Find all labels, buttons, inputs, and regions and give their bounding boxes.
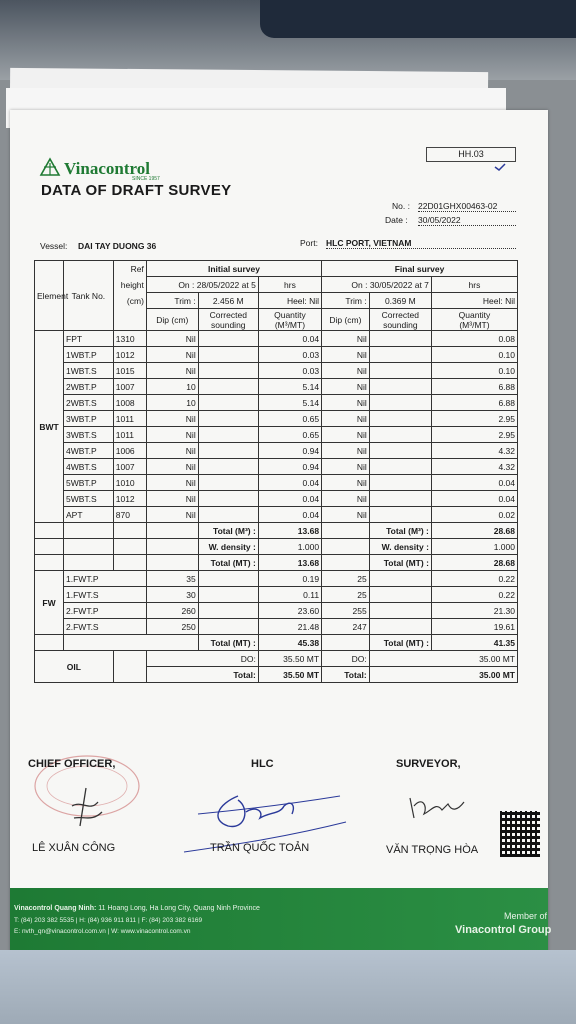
table-row [35, 459, 518, 475]
totals-row [35, 635, 518, 651]
dip-initial: Nil [146, 347, 198, 363]
dip-initial: Nil [146, 507, 198, 523]
hlc-name: TRẦN QUỐC TOẢN [210, 842, 310, 854]
vessel-name: DAI TAY DUONG 36 [78, 241, 157, 251]
quantity-initial: 0.03 [258, 363, 321, 379]
oil-total-initial: 35.50 MT [258, 667, 321, 683]
hlc-title: HLC [251, 758, 274, 770]
draft-survey-table [34, 260, 518, 683]
table-row [35, 443, 518, 459]
quantity-initial: 0.03 [258, 347, 321, 363]
surveyor-signature [402, 792, 472, 828]
oil-total-final: 35.00 MT [369, 667, 517, 683]
corrected-final [369, 587, 431, 603]
quantity-final: 19.61 [431, 619, 517, 635]
totals-row [35, 523, 518, 539]
fw-total-final: 41.35 [431, 635, 517, 651]
quantity-final: 4.32 [431, 443, 517, 459]
oil-total-label: Total: [322, 667, 370, 683]
corrected-final [369, 363, 431, 379]
dip-initial: Nil [146, 443, 198, 459]
corrected-initial [198, 459, 258, 475]
tank-name: 5WBT.S [64, 491, 114, 507]
blank [322, 539, 370, 555]
total-mt-initial: 13.68 [258, 555, 321, 571]
blank [113, 555, 146, 571]
quantity-initial: 0.94 [258, 459, 321, 475]
table-row [35, 395, 518, 411]
dip-final: Nil [322, 443, 370, 459]
dip-final: Nil [322, 363, 370, 379]
dip-final: 255 [322, 603, 370, 619]
header-cm: (cm) [113, 293, 146, 309]
qr-code [500, 811, 540, 857]
ref-height: 1007 [113, 459, 146, 475]
tank-name: 1WBT.S [64, 363, 114, 379]
blank [35, 555, 64, 571]
quantity-initial: 21.48 [258, 619, 321, 635]
check-mark-icon [494, 163, 506, 171]
quantity-final: 0.10 [431, 347, 517, 363]
chief-officer-signature [62, 782, 112, 832]
blank [64, 539, 114, 555]
dip-initial: Nil [146, 427, 198, 443]
ref-height: 1012 [113, 347, 146, 363]
brand-since: SINCE 1957 [132, 176, 160, 182]
footer-address: Vinacontrol Quang Ninh: 11 Hoang Long, Ha Long City, Quang Ninh Province [14, 905, 260, 912]
final-heel: Heel: Nil [431, 293, 517, 309]
table-row [35, 363, 518, 379]
tank-name: 1.FWT.P [64, 571, 147, 587]
document-number-label: No. : [392, 201, 410, 211]
dip-final: 25 [322, 587, 370, 603]
dip-initial: Nil [146, 363, 198, 379]
quantity-final: 6.88 [431, 379, 517, 395]
corrected-final [369, 603, 431, 619]
quantity-initial: 23.60 [258, 603, 321, 619]
quantity-final: 2.95 [431, 411, 517, 427]
quantity-initial: 0.65 [258, 411, 321, 427]
header-height: height [113, 277, 146, 293]
initial-survey-hrs: hrs [258, 277, 321, 293]
dip-final: Nil [322, 395, 370, 411]
blank [322, 523, 370, 539]
fw-total-initial: 45.38 [258, 635, 321, 651]
surveyor-name: VĂN TRỌNG HÒA [386, 844, 479, 856]
dip-initial: Nil [146, 459, 198, 475]
corrected-final [369, 507, 431, 523]
port-name: HLC PORT, VIETNAM [326, 238, 516, 249]
dip-final: Nil [322, 379, 370, 395]
tank-name: 5WBT.P [64, 475, 114, 491]
dip-final: Nil [322, 427, 370, 443]
blank [322, 555, 370, 571]
do-label: DO: [146, 651, 258, 667]
table-row [35, 427, 518, 443]
initial-trim: 2.456 M [198, 293, 258, 309]
ref-height: 1011 [113, 411, 146, 427]
do-initial: 35.50 MT [258, 651, 321, 667]
survey-document [10, 110, 552, 965]
quantity-initial: 0.94 [258, 443, 321, 459]
quantity-final: 0.04 [431, 491, 517, 507]
quantity-initial: 5.14 [258, 379, 321, 395]
table-row [35, 347, 518, 363]
total-m3-label: Total (M³) : [198, 523, 258, 539]
corrected-final [369, 459, 431, 475]
total-m3-initial: 13.68 [258, 523, 321, 539]
vinacontrol-logo-icon [40, 158, 60, 176]
table-row [35, 619, 518, 635]
totals-row [35, 555, 518, 571]
ref-height: 870 [113, 507, 146, 523]
dip-initial: Nil [146, 331, 198, 347]
total-m3-label: Total (M³) : [369, 523, 431, 539]
fw-total-label: Total (MT) : [369, 635, 431, 651]
quantity-final: 2.95 [431, 427, 517, 443]
dip-initial: 250 [146, 619, 198, 635]
tank-name: FPT [64, 331, 114, 347]
quantity-final: 0.04 [431, 475, 517, 491]
quantity-final: 6.88 [431, 395, 517, 411]
corrected-initial [198, 411, 258, 427]
table-row [35, 507, 518, 523]
water-density-initial: 1.000 [258, 539, 321, 555]
date-label: Date : [385, 215, 408, 225]
quantity-initial: 0.04 [258, 475, 321, 491]
totals-row [35, 539, 518, 555]
quantity-final: 21.30 [431, 603, 517, 619]
document-date: 30/05/2022 [418, 215, 516, 226]
do-final: 35.00 MT [369, 651, 517, 667]
blank [146, 555, 198, 571]
brand-name: Vinacontrol [64, 159, 150, 178]
background-bottom [0, 950, 576, 1024]
dip-initial: Nil [146, 411, 198, 427]
water-density-final: 1.000 [431, 539, 517, 555]
quantity-initial: 0.04 [258, 507, 321, 523]
ref-height: 1006 [113, 443, 146, 459]
corrected-final [369, 347, 431, 363]
corrected-initial [198, 571, 258, 587]
footer-member-label: Member of [504, 911, 548, 921]
final-trim: 0.369 M [369, 293, 431, 309]
dip-final: Nil [322, 459, 370, 475]
document-number: 22D01GHX00463-02 [418, 201, 516, 212]
corrected-final [369, 395, 431, 411]
corrected-final [369, 619, 431, 635]
water-density-label: W. density : [369, 539, 431, 555]
corrected-final [369, 475, 431, 491]
dip-initial: 260 [146, 603, 198, 619]
dip-final: Nil [322, 411, 370, 427]
corrected-initial [198, 475, 258, 491]
table-row [35, 603, 518, 619]
quantity-initial: 0.19 [258, 571, 321, 587]
ref-height: 1008 [113, 395, 146, 411]
laptop-edge [260, 0, 576, 38]
total-mt-label: Total (MT) : [198, 555, 258, 571]
corrected-initial [198, 363, 258, 379]
total-m3-final: 28.68 [431, 523, 517, 539]
tank-name: 3WBT.S [64, 427, 114, 443]
quantity-final: 0.08 [431, 331, 517, 347]
dip-final: Nil [322, 507, 370, 523]
quantity-initial: 0.04 [258, 491, 321, 507]
blank [146, 539, 198, 555]
document-reference: HH.03 [426, 147, 516, 162]
fw-label: FW [35, 571, 64, 635]
tank-name: 1.FWT.S [64, 587, 147, 603]
tank-name: 2WBT.S [64, 395, 114, 411]
dip-initial: 10 [146, 395, 198, 411]
initial-heel: Heel: Nil [258, 293, 321, 309]
corrected-initial [198, 347, 258, 363]
table-row [35, 411, 518, 427]
quantity-initial: 5.14 [258, 395, 321, 411]
dip-final: Nil [322, 475, 370, 491]
ref-height: 1015 [113, 363, 146, 379]
corrected-initial [198, 491, 258, 507]
blank [322, 635, 370, 651]
initial-survey-date: On : 28/05/2022 at 5 [146, 277, 258, 293]
blank [35, 635, 64, 651]
oil-total-label: Total: [146, 667, 258, 683]
quantity-final: 0.22 [431, 571, 517, 587]
corrected-final [369, 491, 431, 507]
quantity-final: 0.22 [431, 587, 517, 603]
header-element: Element [35, 261, 64, 331]
corrected-final [369, 443, 431, 459]
final-trim-label: Trim : [322, 293, 370, 309]
chief-officer-title: CHIEF OFFICER, [28, 758, 116, 770]
table-row [35, 331, 518, 347]
header-corrected-final: Corrected sounding [369, 309, 431, 331]
ref-height: 1011 [113, 427, 146, 443]
blank [113, 539, 146, 555]
dip-final: 247 [322, 619, 370, 635]
corrected-final [369, 331, 431, 347]
dip-initial: 30 [146, 587, 198, 603]
table-row [35, 491, 518, 507]
quantity-final: 0.10 [431, 363, 517, 379]
table-row [35, 651, 518, 667]
blank [113, 651, 146, 683]
header-tank-no: Tank No. [64, 261, 114, 331]
table-row [35, 379, 518, 395]
ref-height: 1010 [113, 475, 146, 491]
header-dip-final: Dip (cm) [322, 309, 370, 331]
corrected-initial [198, 587, 258, 603]
surveyor-title: SURVEYOR, [396, 758, 461, 770]
corrected-final [369, 411, 431, 427]
tank-name: 4WBT.S [64, 459, 114, 475]
ref-height: 1012 [113, 491, 146, 507]
quantity-initial: 0.04 [258, 331, 321, 347]
blank [64, 555, 114, 571]
final-survey-date: On : 30/05/2022 at 7 [322, 277, 432, 293]
corrected-final [369, 571, 431, 587]
header-dip-initial: Dip (cm) [146, 309, 198, 331]
corrected-initial [198, 379, 258, 395]
table-row [35, 587, 518, 603]
blank [64, 523, 114, 539]
tank-name: 3WBT.P [64, 411, 114, 427]
corrected-initial [198, 603, 258, 619]
blank [146, 523, 198, 539]
port-label: Port: [300, 238, 318, 248]
dip-final: Nil [322, 491, 370, 507]
table-row [35, 475, 518, 491]
chief-officer-name: LÊ XUÂN CÔNG [32, 842, 116, 854]
dip-final: Nil [322, 331, 370, 347]
table-row [35, 571, 518, 587]
quantity-final: 0.02 [431, 507, 517, 523]
blank [35, 523, 64, 539]
blank [64, 635, 199, 651]
page-title: DATA OF DRAFT SURVEY [41, 182, 232, 199]
tank-name: 2.FWT.P [64, 603, 147, 619]
tank-name: 1WBT.P [64, 347, 114, 363]
total-mt-label: Total (MT) : [369, 555, 431, 571]
corrected-initial [198, 619, 258, 635]
corrected-initial [198, 395, 258, 411]
dip-final: 25 [322, 571, 370, 587]
dip-initial: Nil [146, 475, 198, 491]
fw-total-label: Total (MT) : [198, 635, 258, 651]
footer-phones: T: (84) 203 382 5535 | H: (84) 936 911 811 | F: (84) 203 382 6169 [14, 917, 203, 924]
dip-final: Nil [322, 347, 370, 363]
water-density-label: W. density : [198, 539, 258, 555]
footer-contacts: E: nvth_qn@vinacontrol.com.vn | W: www.vinacontrol.com.vn [14, 928, 191, 935]
dip-initial: 35 [146, 571, 198, 587]
initial-trim-label: Trim : [146, 293, 198, 309]
header-quantity-final: Quantity (M³/MT) [431, 309, 517, 331]
blank [113, 523, 146, 539]
initial-survey-title: Initial survey [146, 261, 321, 277]
final-survey-hrs: hrs [431, 277, 517, 293]
bwt-label: BWT [35, 331, 64, 523]
dip-initial: 10 [146, 379, 198, 395]
dip-initial: Nil [146, 491, 198, 507]
do-label: DO: [322, 651, 370, 667]
corrected-final [369, 427, 431, 443]
corrected-initial [198, 443, 258, 459]
oil-label: OIL [35, 651, 114, 683]
tank-name: 2.FWT.S [64, 619, 147, 635]
tank-name: 4WBT.P [64, 443, 114, 459]
corrected-final [369, 379, 431, 395]
ref-height: 1007 [113, 379, 146, 395]
tank-name: 2WBT.P [64, 379, 114, 395]
quantity-initial: 0.11 [258, 587, 321, 603]
header-quantity-initial: Quantity (M³/MT) [258, 309, 321, 331]
corrected-initial [198, 331, 258, 347]
footer-group-name: Vinacontrol Group [455, 924, 552, 936]
header-corrected-initial: Corrected sounding [198, 309, 258, 331]
total-mt-final: 28.68 [431, 555, 517, 571]
corrected-initial [198, 507, 258, 523]
header-ref: Ref [113, 261, 146, 277]
quantity-initial: 0.65 [258, 427, 321, 443]
blank [35, 539, 64, 555]
ref-height: 1310 [113, 331, 146, 347]
corrected-initial [198, 427, 258, 443]
tank-name: APT [64, 507, 114, 523]
quantity-final: 4.32 [431, 459, 517, 475]
vessel-label: Vessel: [40, 241, 68, 251]
final-survey-title: Final survey [322, 261, 518, 277]
